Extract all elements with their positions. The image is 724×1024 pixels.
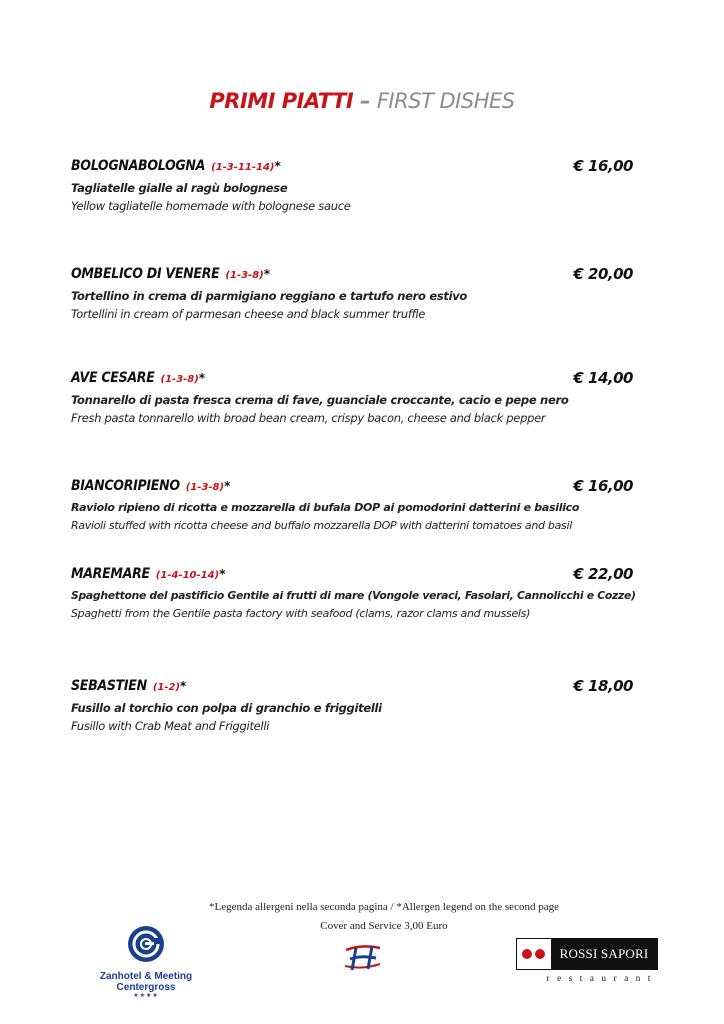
dish-allergens: (1-3-8) bbox=[225, 270, 264, 281]
title-italian: PRIMI PIATTI bbox=[209, 89, 354, 113]
dish-name: OMBELICO DI VENERE bbox=[71, 266, 220, 282]
dish-allergens: (1-3-8) bbox=[160, 374, 199, 385]
dish-star: * bbox=[198, 371, 206, 385]
rossi-dots-icon bbox=[517, 949, 551, 959]
dish-price: € 16,00 bbox=[573, 157, 633, 175]
allergen-legend-note: *Legenda allergeni nella seconda pagina / *Allergen legend on the second page bbox=[209, 901, 559, 913]
dish-price: € 18,00 bbox=[573, 677, 633, 695]
rossi-subtitle: restaurant bbox=[546, 973, 658, 983]
dish-name: AVE CESARE bbox=[71, 370, 155, 386]
dish-price: € 14,00 bbox=[573, 369, 633, 387]
title-separator: – bbox=[360, 89, 370, 113]
dish-item bbox=[71, 265, 641, 323]
dish-price: € 22,00 bbox=[573, 565, 633, 583]
rossi-sapori-logo bbox=[516, 938, 658, 983]
dish-name: BOLOGNABOLOGNA bbox=[71, 158, 206, 174]
dish-description-italian: Spaghettone del pastificio Gentile ai frutti di mare (Vongole veraci, Fasolari, Cannolicchi e Cozze) bbox=[71, 589, 636, 602]
dish-description-italian: Tagliatelle gialle al ragù bolognese bbox=[71, 181, 288, 195]
dish-allergens: (1-4-10-14) bbox=[155, 570, 220, 581]
dish-price: € 16,00 bbox=[573, 477, 633, 495]
hotel-h-logo bbox=[342, 942, 384, 979]
dish-item bbox=[71, 677, 641, 735]
dish-item bbox=[71, 157, 641, 215]
dish-description-italian: Fusillo al torchio con polpa di granchio e friggitelli bbox=[71, 701, 382, 715]
dish-allergens: (1-2) bbox=[152, 682, 181, 693]
zanhotel-logo bbox=[72, 924, 220, 999]
dish-star: * bbox=[224, 479, 231, 493]
dish-description-english: Fusillo with Crab Meat and Friggitelli bbox=[71, 719, 270, 733]
dish-description-english: Yellow tagliatelle homemade with bolognese sauce bbox=[71, 199, 351, 213]
dish-star: * bbox=[219, 567, 226, 581]
dish-description-english: Ravioli stuffed with ricotta cheese and buffalo mozzarella DOP with datterini tomatoes and basil bbox=[71, 519, 572, 532]
dish-star: * bbox=[180, 679, 187, 693]
dish-item bbox=[71, 565, 641, 623]
dish-star: * bbox=[274, 159, 281, 173]
dish-item bbox=[71, 369, 641, 427]
dish-item bbox=[71, 477, 641, 535]
dish-description-italian: Tonnarello di pasta fresca crema di fave, guanciale croccante, cacio e pepe nero bbox=[71, 393, 569, 407]
title-english: FIRST DISHES bbox=[376, 89, 515, 113]
dish-price: € 20,00 bbox=[573, 265, 633, 283]
dish-allergens: (1-3-8) bbox=[185, 482, 225, 493]
dish-star: * bbox=[263, 267, 271, 281]
hotel-h-icon bbox=[342, 942, 384, 974]
dish-name: SEBASTIEN bbox=[71, 678, 147, 694]
dish-description-italian: Raviolo ripieno di ricotta e mozzarella di bufala DOP ai pomodorini datterini e basilico bbox=[71, 501, 580, 514]
zanhotel-emblem-icon bbox=[124, 924, 168, 964]
dish-name: MAREMARE bbox=[71, 566, 150, 582]
rossi-brand-name: ROSSI SAPORI bbox=[551, 939, 657, 969]
zanhotel-logo-text: Zanhotel & Meeting Centergross bbox=[99, 971, 193, 993]
dish-name: BIANCORIPIENO bbox=[71, 478, 180, 494]
cover-service-note: Cover and Service 3,00 Euro bbox=[320, 920, 448, 932]
page-title bbox=[0, 89, 724, 113]
dish-description-english: Tortellini in cream of parmesan cheese and black summer truffle bbox=[71, 307, 426, 321]
zanhotel-stars: ★★★★ bbox=[133, 993, 159, 999]
dish-description-english: Spaghetti from the Gentile pasta factory with seafood (clams, razor clams and mussels) bbox=[71, 607, 531, 620]
dish-description-english: Fresh pasta tonnarello with broad bean cream, crispy bacon, cheese and black pepper bbox=[71, 411, 546, 425]
dish-allergens: (1-3-11-14) bbox=[211, 162, 275, 173]
dish-description-italian: Tortellino in crema di parmigiano reggiano e tartufo nero estivo bbox=[71, 289, 468, 303]
